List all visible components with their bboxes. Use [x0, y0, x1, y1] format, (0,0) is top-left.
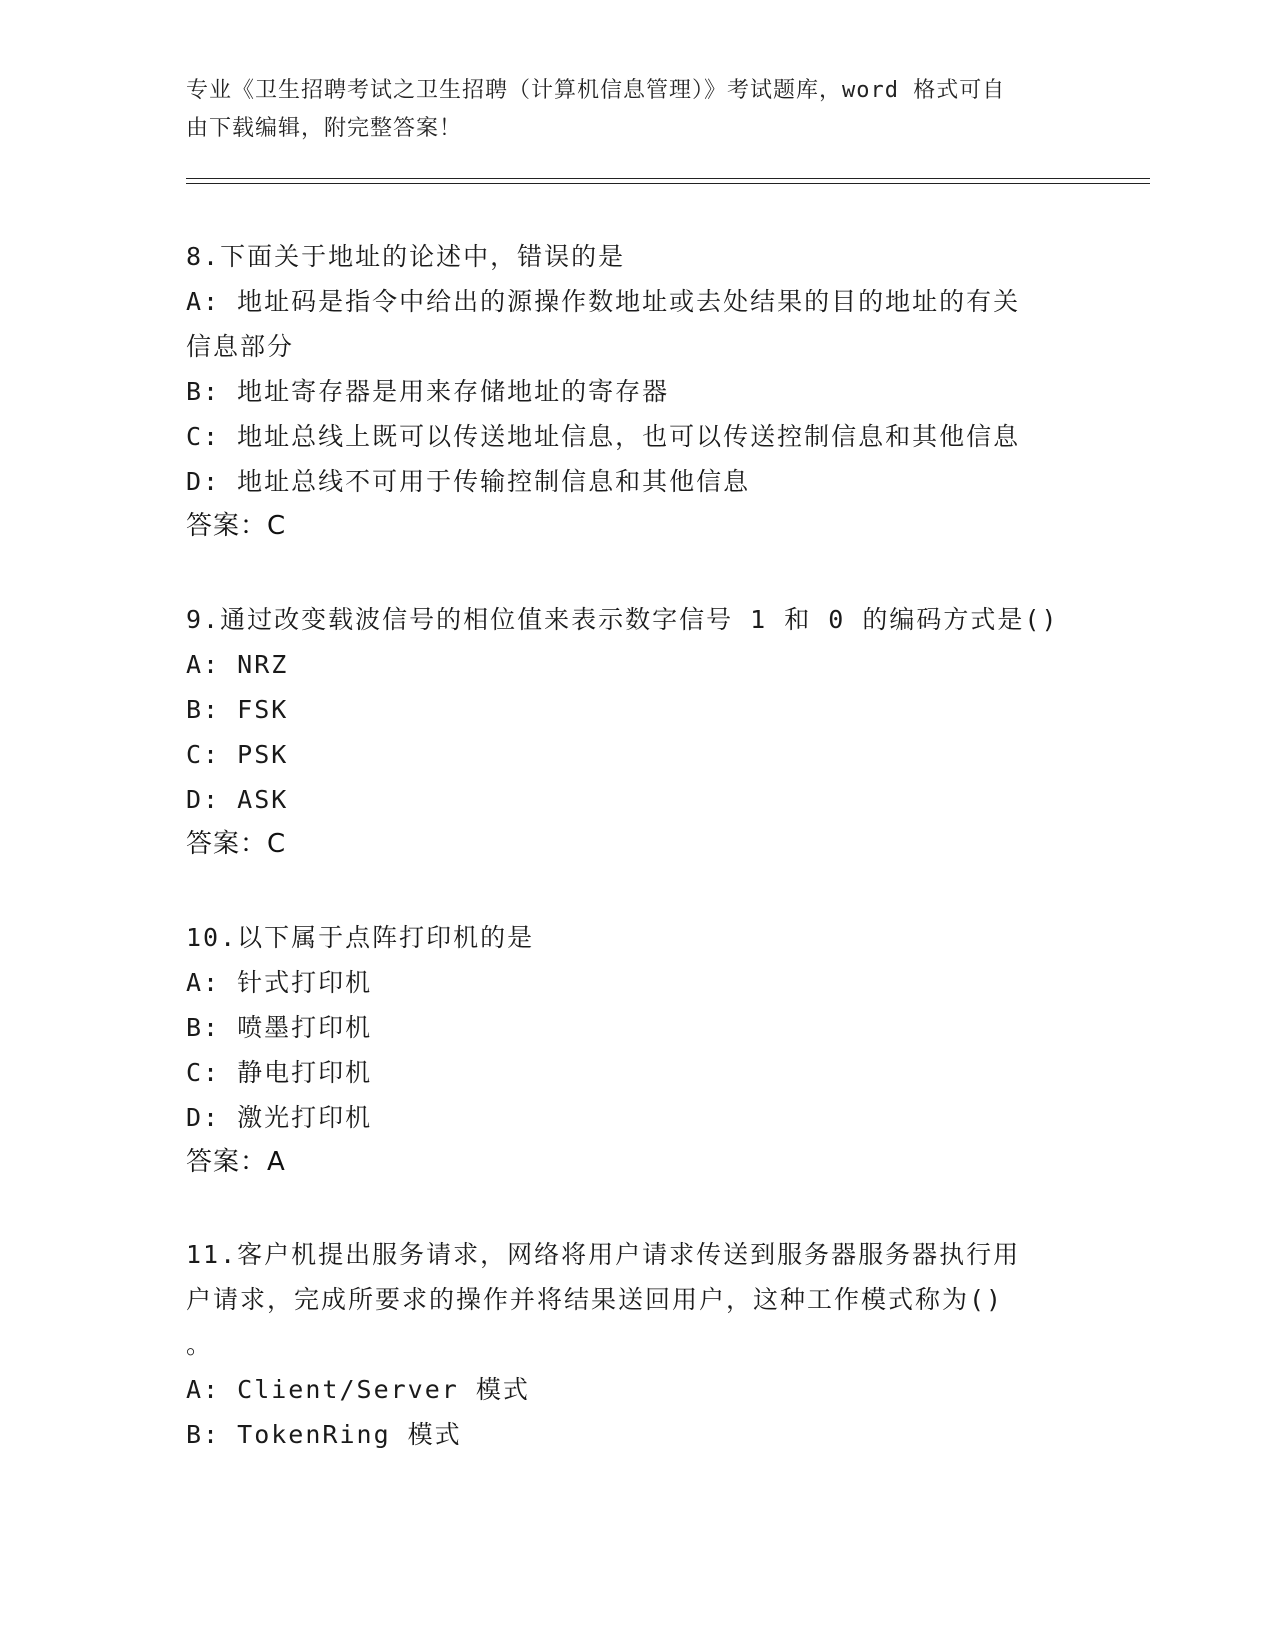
question-11 — [186, 1232, 1086, 1457]
question-10 — [186, 915, 1086, 1185]
option-c: C: PSK — [186, 740, 289, 769]
question-stem-line-1: 11.客户机提出服务请求，网络将用户请求传送到服务器服务器执行用 — [186, 1240, 1021, 1269]
question-stem: 10.以下属于点阵打印机的是 — [186, 923, 535, 952]
option-c: C: 地址总线上既可以传送地址信息，也可以传送控制信息和其他信息 — [186, 422, 1021, 451]
question-9 — [186, 597, 1086, 867]
option-b: B: TokenRing 模式 — [186, 1420, 462, 1449]
header-line-2: 由下载编辑，附完整答案！ — [186, 116, 463, 141]
option-a-continuation: 信息部分 — [186, 332, 295, 361]
option-d: D: 地址总线不可用于传输控制信息和其他信息 — [186, 467, 751, 496]
answer-line: 答案：C — [186, 511, 287, 541]
option-a: A: 针式打印机 — [186, 968, 373, 997]
question-8 — [186, 234, 1086, 549]
option-a: A: NRZ — [186, 650, 289, 679]
option-d: D: 激光打印机 — [186, 1103, 373, 1132]
option-c: C: 静电打印机 — [186, 1058, 373, 1087]
question-stem-line-3: 。 — [186, 1330, 214, 1359]
option-a: A: Client/Server 模式 — [186, 1375, 530, 1404]
question-stem: 8.下面关于地址的论述中，错误的是 — [186, 242, 626, 271]
question-stem: 9.通过改变载波信号的相位值来表示数字信号 1 和 0 的编码方式是() — [186, 605, 1059, 634]
header-divider-bottom — [186, 183, 1150, 184]
option-a: A: 地址码是指令中给出的源操作数地址或去处结果的目的地址的有关 — [186, 287, 1021, 316]
option-d: D: ASK — [186, 785, 289, 814]
document-header — [186, 72, 1066, 148]
option-b: B: FSK — [186, 695, 289, 724]
answer-line: 答案：C — [186, 829, 287, 859]
header-divider-top — [186, 178, 1150, 179]
option-b: B: 地址寄存器是用来存储地址的寄存器 — [186, 377, 670, 406]
option-b: B: 喷墨打印机 — [186, 1013, 373, 1042]
question-stem-line-2: 户请求，完成所要求的操作并将结果送回用户，这种工作模式称为() — [186, 1285, 1004, 1314]
answer-line: 答案：A — [186, 1147, 286, 1177]
header-line-1: 专业《卫生招聘考试之卫生招聘（计算机信息管理）》考试题库，word 格式可自 — [186, 78, 1006, 103]
